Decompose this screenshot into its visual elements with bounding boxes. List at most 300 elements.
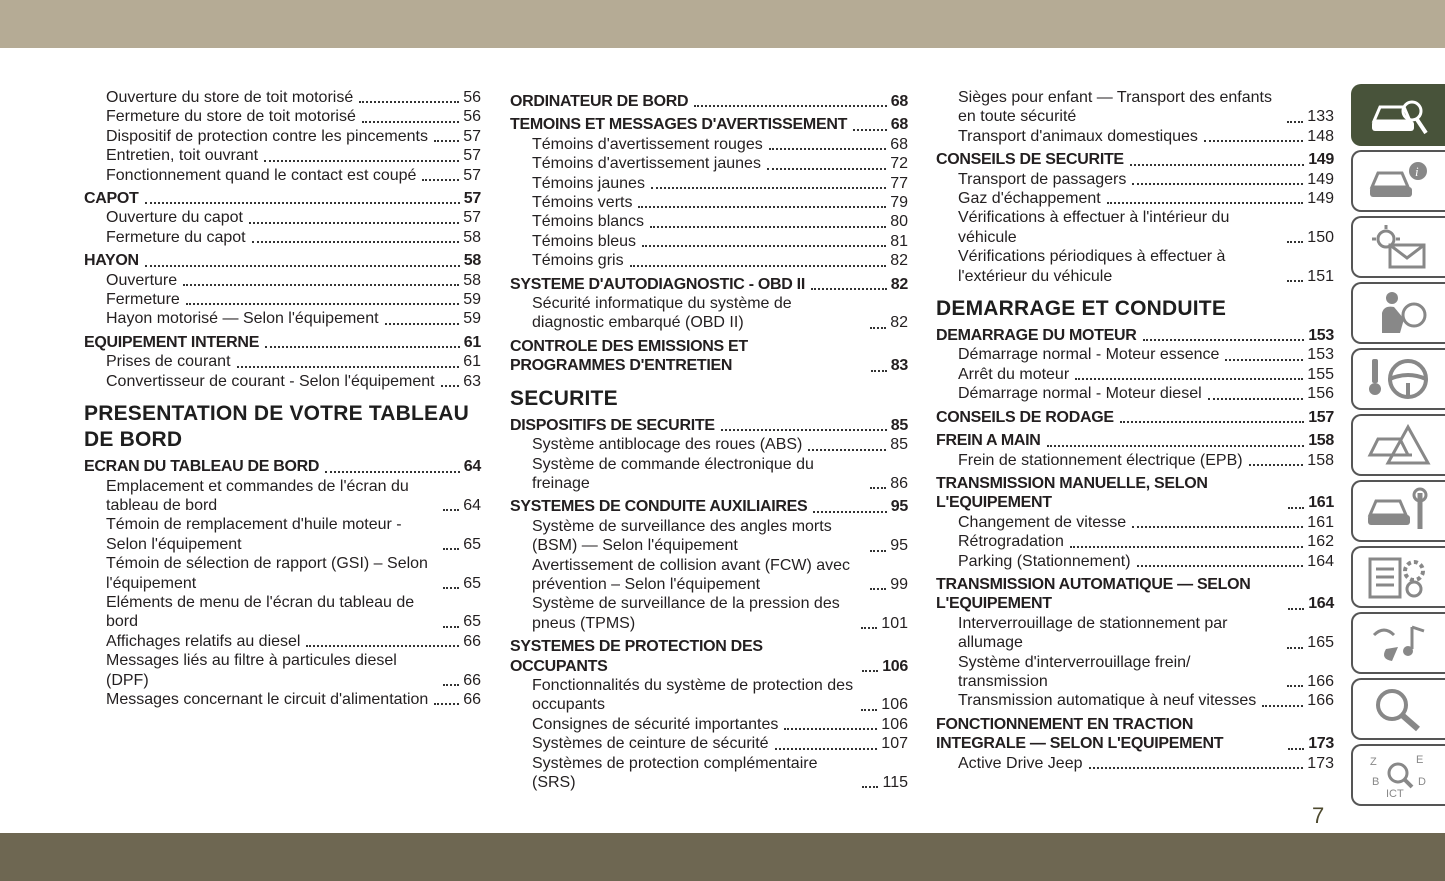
toc-subentry[interactable]	[936, 189, 1334, 208]
entry-title: Démarrage normal - Moteur diesel	[958, 385, 1202, 403]
entry-title: Entretien, toit ouvrant	[106, 147, 259, 165]
entry-page-number: 65	[463, 613, 481, 631]
entry-page-number: 106	[881, 696, 908, 714]
entry-title: Témoins jaunes	[532, 174, 645, 192]
steering-wheel-icon	[1364, 355, 1434, 403]
dot-leader	[183, 283, 459, 286]
entry-title: Fermeture	[106, 291, 180, 309]
dot-leader	[861, 626, 877, 629]
entry-page-number: 155	[1307, 365, 1334, 383]
entry-page-number: 157	[1308, 408, 1334, 426]
section-title: PRESENTATION DE VOTRE TABLEAU DE BORD	[84, 402, 469, 452]
tab-multimedia[interactable]	[1351, 612, 1445, 674]
dot-leader	[385, 322, 460, 325]
dot-leader	[871, 369, 887, 372]
toc-subentry[interactable]	[936, 247, 1334, 286]
entry-title: EQUIPEMENT INTERNE	[84, 333, 260, 351]
entry-page-number: 57	[463, 190, 481, 208]
toc-subentry[interactable]	[936, 691, 1334, 710]
toc-subentry[interactable]	[84, 690, 481, 709]
entry-page-number: 72	[890, 155, 908, 173]
entry-page-number: 133	[1307, 108, 1334, 126]
toc-subentry[interactable]	[936, 170, 1334, 189]
dot-leader	[1262, 704, 1303, 707]
toc-subentry[interactable]	[510, 174, 908, 193]
dot-leader	[434, 702, 459, 705]
entry-title: Témoins d'avertissement jaunes	[532, 155, 761, 173]
tab-hazard-road[interactable]	[1351, 414, 1445, 476]
dot-leader	[642, 244, 886, 247]
svg-text:B: B	[1372, 776, 1380, 788]
entry-page-number: 68	[890, 93, 908, 110]
entry-page-number: 79	[890, 194, 908, 212]
bottom-banner	[0, 833, 1445, 881]
tab-search-index[interactable]	[1351, 678, 1445, 740]
dot-leader	[1204, 139, 1303, 142]
dot-leader	[1132, 525, 1303, 528]
entry-page-number: 86	[890, 474, 908, 492]
entry-page-number: 153	[1308, 327, 1334, 345]
entry-title: Fonctionnement quand le contact est coupé	[106, 166, 417, 184]
dot-leader	[443, 508, 459, 511]
toc-subentry[interactable]	[84, 146, 481, 165]
entry-title: Gaz d'échappement	[958, 190, 1101, 208]
entry-title: Ouverture	[106, 271, 178, 289]
tab-car-wrench[interactable]	[1351, 480, 1445, 542]
toc-subentry[interactable]	[936, 345, 1334, 364]
toc-heading-entry[interactable]	[510, 637, 908, 676]
entry-page-number: 101	[881, 614, 908, 632]
dot-leader	[767, 167, 886, 170]
toc-subentry[interactable]	[84, 554, 481, 593]
entry-title: Frein de stationnement électrique (EPB)	[958, 451, 1243, 469]
toc-subentry[interactable]	[84, 127, 481, 146]
tab-car-info[interactable]	[1351, 150, 1445, 212]
entry-page-number: 82	[890, 252, 908, 270]
toc-subentry[interactable]	[936, 88, 1334, 127]
entry-title: Rétrogradation	[958, 533, 1064, 551]
specs-gear-icon	[1364, 553, 1434, 601]
entry-title: Ouverture du store de toit motorisé	[106, 89, 354, 106]
dot-leader	[422, 178, 459, 181]
entry-page-number: 65	[463, 574, 481, 592]
entry-page-number: 61	[463, 353, 481, 371]
tab-airbag-seat[interactable]	[1351, 282, 1445, 344]
toc-subentry[interactable]	[84, 651, 481, 690]
dot-leader	[306, 644, 459, 647]
toc-subentry[interactable]	[510, 435, 908, 454]
entry-title: SYSTEMES DE CONDUITE AUXILIAIRES	[510, 498, 808, 516]
entry-page-number: 166	[1307, 692, 1334, 710]
entry-title: Arrêt du moteur	[958, 365, 1070, 383]
top-banner	[0, 0, 1445, 48]
entry-page-number: 58	[463, 252, 481, 270]
entry-title: Changement de vitesse	[958, 513, 1127, 531]
entry-title: Système de commande électronique du freinage	[532, 455, 814, 492]
toc-subentry[interactable]	[510, 455, 908, 494]
toc-subentry[interactable]	[936, 127, 1334, 146]
dot-leader	[1143, 338, 1305, 341]
toc-heading-entry[interactable]	[936, 575, 1334, 614]
entry-page-number: 162	[1307, 533, 1334, 551]
entry-title: CONSEILS DE SECURITE	[936, 151, 1124, 169]
alphabet-index-icon	[1364, 751, 1434, 799]
entry-title: Transport de passagers	[958, 170, 1127, 188]
dot-leader	[862, 669, 878, 672]
dot-leader	[1288, 607, 1304, 610]
entry-title: ORDINATEUR DE BORD	[510, 93, 689, 110]
toc-subentry[interactable]	[510, 232, 908, 251]
entry-title: Témoins verts	[532, 194, 633, 212]
tab-warning-lights[interactable]	[1351, 216, 1445, 278]
entry-page-number: 106	[881, 715, 908, 733]
dot-leader	[434, 139, 459, 142]
toc-subentry[interactable]	[936, 614, 1334, 653]
dot-leader	[362, 120, 459, 123]
entry-title: SYSTEMES DE PROTECTION DES OCCUPANTS	[510, 638, 763, 675]
dot-leader	[1287, 684, 1303, 687]
dot-leader	[630, 264, 887, 267]
entry-title: Messages liés au filtre à particules diesel (DPF)	[106, 652, 397, 689]
toc-subentry[interactable]	[510, 135, 908, 154]
entry-page-number: 148	[1307, 127, 1334, 145]
toc-heading-entry[interactable]	[510, 497, 908, 516]
entry-title: Démarrage normal - Moteur essence	[958, 346, 1220, 364]
toc-heading-entry[interactable]	[936, 431, 1334, 450]
toc-subentry[interactable]	[510, 193, 908, 212]
entry-page-number: 57	[463, 147, 481, 165]
entry-page-number: 153	[1307, 346, 1334, 364]
chapter-tabs	[1351, 84, 1445, 810]
toc-subentry[interactable]	[510, 517, 908, 556]
search-index-icon	[1364, 685, 1434, 733]
toc-heading-entry[interactable]	[84, 251, 481, 270]
entry-page-number: 150	[1307, 228, 1334, 246]
entry-title: CAPOT	[84, 190, 139, 208]
entry-page-number: 82	[890, 314, 908, 332]
entry-page-number: 59	[463, 291, 481, 309]
dot-leader	[1287, 240, 1303, 243]
dot-leader	[651, 186, 886, 189]
toc-heading-entry[interactable]	[510, 92, 908, 111]
toc-subentry[interactable]	[936, 208, 1334, 247]
toc-subentry[interactable]	[936, 754, 1334, 773]
dot-leader	[145, 201, 460, 204]
toc-heading-entry[interactable]	[84, 333, 481, 352]
section-title: SECURITE	[510, 386, 618, 410]
dot-leader	[1288, 506, 1304, 509]
svg-text:i: i	[1415, 164, 1419, 179]
entry-page-number: 115	[882, 774, 908, 791]
toc-subentry[interactable]	[510, 154, 908, 173]
toc-subentry[interactable]	[84, 593, 481, 632]
toc-subentry[interactable]	[84, 309, 481, 328]
entry-title: Avertissement de collision avant (FCW) avec prévention – Selon l'équipement	[532, 556, 851, 593]
entry-title: SYSTEME D'AUTODIAGNOSTIC - OBD II	[510, 275, 805, 293]
section-title: DEMARRAGE ET CONDUITE	[936, 297, 1227, 321]
toc-subentry[interactable]	[84, 208, 481, 227]
toc-subentry[interactable]	[84, 477, 481, 516]
dot-leader	[1075, 377, 1303, 380]
entry-page-number: 165	[1307, 634, 1334, 652]
entry-page-number: 77	[890, 174, 908, 192]
toc-heading-entry[interactable]	[936, 715, 1334, 754]
entry-title: Système d'interverrouillage frein/ transmission	[958, 653, 1191, 690]
entry-page-number: 149	[1307, 170, 1334, 188]
dot-leader	[1047, 444, 1305, 447]
svg-text:ICT: ICT	[1386, 788, 1404, 799]
entry-title: TRANSMISSION MANUELLE, SELON L'EQUIPEMENT	[936, 474, 1208, 512]
entry-page-number: 158	[1308, 432, 1334, 450]
entry-title: Messages concernant le circuit d'alimentation	[106, 690, 429, 708]
entry-page-number: 161	[1308, 494, 1334, 512]
toc-subentry[interactable]	[84, 290, 481, 309]
tab-specs-gear[interactable]	[1351, 546, 1445, 608]
dot-leader	[237, 365, 460, 368]
entry-title: Témoin de remplacement d'huile moteur - Selon l'équipement	[106, 516, 402, 553]
dot-leader	[870, 326, 886, 329]
multimedia-icon	[1364, 619, 1434, 667]
entry-page-number: 65	[463, 535, 481, 553]
dot-leader	[1107, 201, 1304, 204]
entry-title: Ouverture du capot	[106, 209, 243, 227]
warning-lights-icon	[1364, 223, 1434, 271]
dot-leader	[359, 100, 459, 103]
entry-page-number: 95	[890, 537, 908, 555]
toc-column-1	[84, 88, 481, 709]
tab-car-key[interactable]	[1351, 84, 1445, 146]
dot-leader	[441, 384, 460, 387]
entry-title: FREIN A MAIN	[936, 432, 1041, 450]
dot-leader	[1208, 397, 1304, 400]
entry-title: DISPOSITIFS DE SECURITE	[510, 416, 715, 434]
toc-subentry[interactable]	[510, 594, 908, 633]
dot-leader	[650, 225, 886, 228]
entry-title: Affichages relatifs au diesel	[106, 632, 301, 650]
dot-leader	[769, 147, 886, 150]
dot-leader	[1288, 747, 1304, 750]
toc-subentry[interactable]	[84, 632, 481, 651]
toc-subentry[interactable]	[84, 228, 481, 247]
svg-text:Z: Z	[1370, 756, 1377, 768]
entry-page-number: 66	[463, 671, 481, 689]
toc-subentry[interactable]	[84, 107, 481, 126]
toc-subentry[interactable]	[936, 552, 1334, 571]
entry-page-number: 161	[1307, 513, 1334, 531]
entry-title: Fermeture du store de toit motorisé	[106, 108, 356, 126]
toc-heading-entry[interactable]	[84, 457, 481, 476]
entry-page-number: 80	[890, 213, 908, 231]
dot-leader	[265, 345, 460, 348]
toc-subentry[interactable]	[510, 754, 908, 793]
entry-title: Consignes de sécurité importantes	[532, 715, 779, 733]
toc-heading-entry[interactable]	[510, 337, 908, 376]
toc-subentry[interactable]	[84, 271, 481, 290]
entry-title: FONCTIONNEMENT EN TRACTION INTEGRALE — SELON L'EQUIPEMENT	[936, 715, 1224, 753]
entry-page-number: 83	[890, 357, 908, 375]
dot-leader	[1132, 182, 1303, 185]
dot-leader	[249, 221, 459, 224]
dot-leader	[325, 470, 460, 473]
entry-title: Eléments de menu de l'écran du tableau de bord	[106, 593, 415, 631]
page-number: 7	[1312, 803, 1325, 828]
entry-page-number: 61	[463, 333, 481, 351]
toc-subentry[interactable]	[510, 556, 908, 595]
entry-page-number: 68	[890, 116, 908, 134]
toc-subentry[interactable]	[84, 515, 481, 554]
dot-leader	[443, 547, 459, 550]
entry-title: CONTROLE DES EMISSIONS ET PROGRAMMES D'ENTRETIEN	[510, 337, 748, 375]
entry-title: Transport d'animaux domestiques	[958, 127, 1198, 145]
entry-page-number: 149	[1308, 151, 1334, 169]
tab-steering-wheel[interactable]	[1351, 348, 1445, 410]
toc-heading-entry[interactable]	[936, 150, 1334, 169]
entry-page-number: 57	[463, 209, 481, 227]
entry-title: Convertisseur de courant - Selon l'équipement	[106, 372, 435, 390]
entry-title: Système de surveillance de la pression des pneus (TPMS)	[532, 595, 840, 632]
entry-title: Témoins gris	[532, 252, 624, 270]
toc-column-3	[936, 88, 1334, 773]
entry-page-number: 81	[890, 232, 908, 250]
dot-leader	[1137, 564, 1304, 567]
entry-page-number: 68	[890, 135, 908, 153]
dot-leader	[443, 683, 459, 686]
entry-title: Parking (Stationnement)	[958, 552, 1131, 570]
toc-heading-entry[interactable]	[510, 275, 908, 294]
car-wrench-icon	[1364, 487, 1434, 535]
toc-heading-entry[interactable]	[936, 408, 1334, 427]
entry-page-number: 57	[463, 127, 481, 145]
entry-page-number: 151	[1307, 267, 1334, 285]
dot-leader	[870, 587, 886, 590]
toc-subentry[interactable]	[510, 294, 908, 333]
dot-leader	[186, 302, 459, 305]
entry-title: Dispositif de protection contre les pincements	[106, 127, 428, 145]
entry-title: ECRAN DU TABLEAU DE BORD	[84, 458, 320, 476]
toc-heading-entry[interactable]	[936, 326, 1334, 345]
dot-leader	[862, 785, 878, 788]
entry-title: Hayon motorisé — Selon l'équipement	[106, 310, 379, 328]
toc-subentry[interactable]	[84, 88, 481, 107]
entry-page-number: 164	[1308, 595, 1334, 613]
dot-leader	[1249, 463, 1304, 466]
toc-heading-entry[interactable]	[510, 416, 908, 435]
dot-leader	[264, 159, 459, 162]
dot-leader	[1070, 545, 1303, 548]
dot-leader	[1287, 120, 1303, 123]
entry-page-number: 166	[1307, 672, 1334, 690]
dot-leader	[870, 486, 886, 489]
entry-page-number: 59	[463, 310, 481, 328]
entry-page-number: 64	[463, 458, 481, 476]
entry-page-number: 64	[463, 496, 481, 514]
toc-heading-entry[interactable]	[84, 189, 481, 208]
entry-page-number: 95	[890, 498, 908, 516]
entry-page-number: 63	[463, 372, 481, 390]
entry-title: TEMOINS ET MESSAGES D'AVERTISSEMENT	[510, 116, 848, 134]
tab-alphabet-index[interactable]	[1351, 744, 1445, 806]
dot-leader	[1287, 279, 1303, 282]
entry-page-number: 58	[463, 271, 481, 289]
entry-page-number: 156	[1307, 385, 1334, 403]
entry-title: Système antiblocage des roues (ABS)	[532, 436, 803, 454]
entry-title: CONSEILS DE RODAGE	[936, 408, 1114, 426]
toc-column-2	[510, 88, 908, 792]
dot-leader	[1287, 646, 1303, 649]
entry-title: Vérifications à effectuer à l'intérieur du véhicule	[958, 209, 1230, 246]
dot-leader	[1089, 766, 1304, 769]
entry-page-number: 106	[882, 657, 908, 675]
entry-title: Systèmes de protection complémentaire (SRS)	[532, 754, 818, 791]
entry-page-number: 158	[1307, 451, 1334, 469]
entry-page-number: 57	[463, 166, 481, 184]
svg-text:E: E	[1416, 754, 1424, 766]
hazard-road-icon	[1364, 421, 1434, 469]
toc-subentry[interactable]	[936, 384, 1334, 403]
entry-title: Témoins blancs	[532, 213, 645, 231]
toc-heading-entry[interactable]	[936, 474, 1334, 513]
entry-page-number: 58	[463, 228, 481, 246]
toc-subentry[interactable]	[84, 372, 481, 391]
toc-subentry[interactable]	[936, 513, 1334, 532]
toc-subentry[interactable]	[510, 251, 908, 270]
dot-leader	[784, 727, 877, 730]
dot-leader	[870, 549, 886, 552]
dot-leader	[861, 708, 877, 711]
entry-page-number: 66	[463, 690, 481, 708]
toc-subentry[interactable]	[936, 365, 1334, 384]
entry-title: Témoins bleus	[532, 232, 637, 250]
entry-page-number: 66	[463, 632, 481, 650]
toc-subentry[interactable]	[84, 166, 481, 185]
dot-leader	[638, 205, 886, 208]
entry-title: Système de surveillance des angles morts (BSM) — Selon l'équipement	[532, 517, 832, 555]
entry-title: Vérifications périodiques à effectuer à l'extérieur du véhicule	[958, 248, 1226, 285]
dot-leader	[721, 428, 887, 431]
dot-leader	[813, 510, 886, 513]
entry-page-number: 164	[1307, 552, 1334, 570]
toc-subentry[interactable]	[936, 653, 1334, 692]
entry-title: Interverrouillage de stationnement par allumage	[958, 614, 1228, 652]
toc-subentry[interactable]	[936, 451, 1334, 470]
toc-subentry[interactable]	[84, 352, 481, 371]
toc-subentry[interactable]	[510, 212, 908, 231]
dot-leader	[1225, 358, 1303, 361]
toc-heading-entry[interactable]	[510, 115, 908, 134]
entry-page-number: 173	[1307, 754, 1334, 772]
toc-subentry[interactable]	[510, 734, 908, 753]
entry-title: Prises de courant	[106, 353, 231, 371]
car-key-icon	[1364, 91, 1434, 139]
toc-subentry[interactable]	[510, 715, 908, 734]
dot-leader	[811, 287, 887, 290]
entry-page-number: 56	[463, 89, 481, 106]
entry-title: Sièges pour enfant — Transport des enfants en toute sécurité	[958, 89, 1272, 126]
entry-page-number: 107	[881, 735, 908, 753]
entry-title: Fonctionnalités du système de protection des occupants	[532, 676, 854, 714]
entry-title: Emplacement et commandes de l'écran du tableau de bord	[106, 477, 409, 514]
dot-leader	[694, 104, 886, 107]
entry-page-number: 85	[890, 436, 908, 454]
dot-leader	[252, 240, 460, 243]
entry-title: Témoin de sélection de rapport (GSI) – Selon l'équipement	[106, 555, 428, 592]
toc-subentry[interactable]	[510, 676, 908, 715]
entry-title: Transmission automatique à neuf vitesses	[958, 692, 1257, 710]
entry-title: Systèmes de ceinture de sécurité	[532, 735, 769, 753]
toc-subentry[interactable]	[936, 532, 1334, 551]
dot-leader	[145, 264, 460, 267]
entry-page-number: 82	[890, 275, 908, 293]
